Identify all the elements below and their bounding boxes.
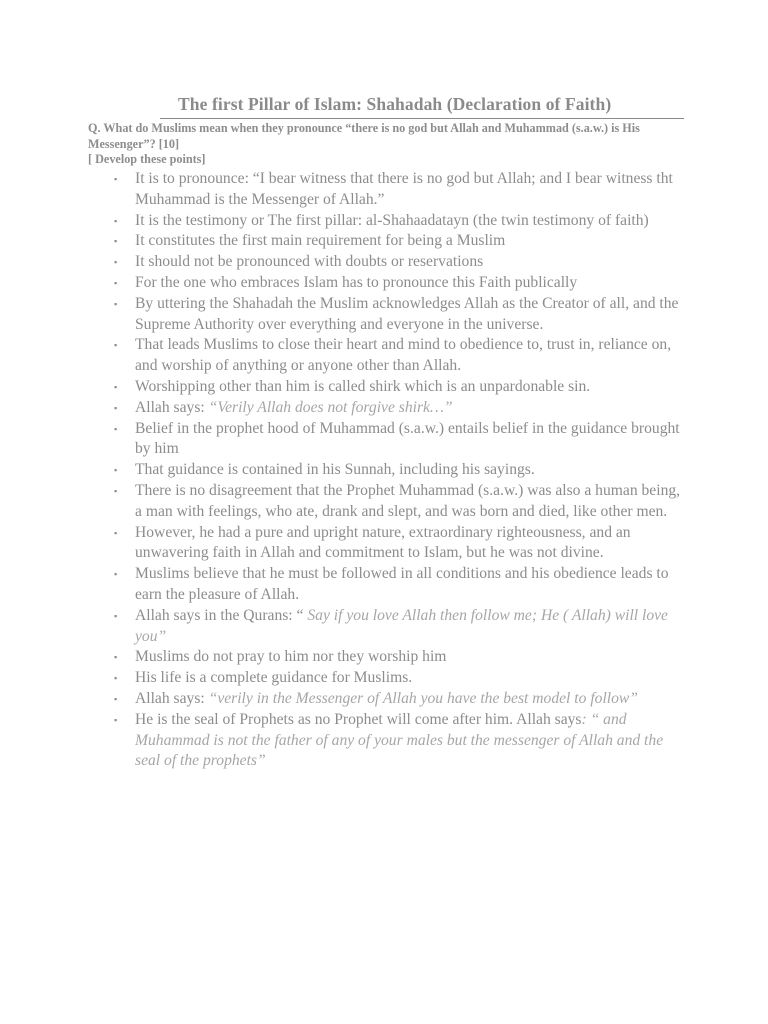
- bullet-item: [110, 252, 690, 273]
- bullet-item: [110, 460, 690, 481]
- bullet-text: That guidance is contained in his Sunnah, including his sayings.: [135, 461, 535, 479]
- bullet-marker-icon: ▪: [114, 298, 118, 309]
- bullet-item: [110, 169, 690, 211]
- bullet-marker-icon: ▪: [114, 236, 118, 247]
- bullet-text: For the one who embraces Islam has to pronounce this Faith publically: [135, 273, 578, 291]
- bullet-item: [110, 710, 690, 772]
- bullet-item: [110, 377, 690, 398]
- bullet-text: Allah says:: [135, 398, 209, 416]
- bullet-item: [110, 273, 690, 294]
- bullet-item: [110, 211, 690, 232]
- bullet-marker-icon: ▪: [114, 215, 118, 226]
- bullet-item: [110, 564, 690, 606]
- bullet-marker-icon: ▪: [114, 423, 118, 434]
- bullet-marker-icon: ▪: [114, 569, 118, 580]
- bullet-marker-icon: ▪: [114, 257, 118, 268]
- bullet-text: Allah says:: [135, 689, 209, 707]
- bullet-item: [110, 689, 690, 710]
- bullet-quote: Say if you love Allah then follow me; He ( Allah) will love you”: [135, 606, 668, 645]
- bullet-text: Belief in the prophet hood of Muhammad (s.a.w.) entails belief in the guidance brought by him: [135, 419, 680, 458]
- instruction-text: [ Develop these points]: [88, 152, 206, 166]
- bullet-item: [110, 647, 690, 668]
- bullet-item: [110, 231, 690, 252]
- page-title: The first Pillar of Islam: Shahadah (Declaration of Faith): [178, 94, 612, 114]
- title-underline: [160, 118, 684, 119]
- bullet-marker-icon: ▪: [114, 693, 118, 704]
- bullet-text: There is no disagreement that the Prophet Muhammad (s.a.w.) was also a human being, a man with feelings, who ate, drank and slept, and was born and died, like other men.: [135, 481, 681, 520]
- bullet-text: He is the seal of Prophets as no Prophet will come after him. Allah says: [135, 710, 582, 728]
- bullet-marker-icon: ▪: [114, 465, 118, 476]
- bullet-item: [110, 398, 690, 419]
- bullet-marker-icon: ▪: [114, 381, 118, 392]
- bullet-text: His life is a complete guidance for Muslims.: [135, 669, 413, 687]
- bullet-marker-icon: ▪: [114, 340, 118, 351]
- bullet-quote: “verily in the Messenger of Allah you have the best model to follow”: [208, 689, 638, 707]
- bullet-marker-icon: ▪: [114, 610, 118, 621]
- bullet-marker-icon: ▪: [114, 277, 118, 288]
- bullet-item: [110, 668, 690, 689]
- bullet-text: By uttering the Shahadah the Muslim acknowledges Allah as the Creator of all, and the Supreme Authority over everything and everyone in the universe.: [135, 294, 679, 333]
- bullet-item: [110, 606, 690, 648]
- bullet-marker-icon: ▪: [114, 714, 118, 725]
- bullet-marker-icon: ▪: [114, 174, 118, 184]
- bullet-marker-icon: ▪: [114, 673, 118, 684]
- bullet-text: It is to pronounce: “I bear witness that there is no god but Allah; and I bear witness tht Muhammad is the Messenger of Allah.”: [135, 170, 673, 208]
- bullet-text: It is the testimony or The first pillar: al-Shahaadatayn (the twin testimony of faith): [135, 211, 649, 229]
- bullet-text: Allah says in the Qurans: “: [135, 606, 308, 624]
- bullet-text: Worshipping other than him is called shirk which is an unpardonable sin.: [135, 377, 591, 395]
- question-text: Q. What do Muslims mean when they pronounce “there is no god but Allah and Muhammad (s.a.w.) is His Messenger”? [10]: [88, 121, 640, 151]
- bullet-text: It should not be pronounced with doubts or reservations: [135, 253, 484, 271]
- bullet-text: That leads Muslims to close their heart and mind to obedience to, trust in, reliance on, and worship of anything or anyone other than Allah.: [135, 336, 672, 375]
- bullet-marker-icon: ▪: [114, 485, 118, 496]
- bullet-list: [110, 169, 690, 772]
- bullet-quote: : “ and Muhammad is not the father of any of your males but the messenger of Allah and the seal of the prophets”: [135, 710, 664, 770]
- bullet-quote: “Verily Allah does not forgive shirk…”: [208, 398, 453, 416]
- bullet-item: [110, 419, 690, 461]
- bullet-item: [110, 294, 690, 336]
- bullet-marker-icon: ▪: [114, 402, 118, 413]
- bullet-text: Muslims believe that he must be followed in all conditions and his obedience leads to earn the pleasure of Allah.: [135, 565, 669, 603]
- bullet-text: It constitutes the first main requirement for being a Muslim: [135, 232, 506, 250]
- bullet-text: However, he had a pure and upright nature, extraordinary righteousness, and an unwavering faith in Allah and commitment to Islam, but he was not divine.: [135, 523, 631, 562]
- bullet-marker-icon: ▪: [114, 652, 118, 663]
- bullet-item: [110, 523, 690, 565]
- bullet-text: Muslims do not pray to him nor they worship him: [135, 648, 447, 666]
- bullet-marker-icon: ▪: [114, 527, 118, 538]
- bullet-item: [110, 335, 690, 377]
- bullet-item: [110, 481, 690, 523]
